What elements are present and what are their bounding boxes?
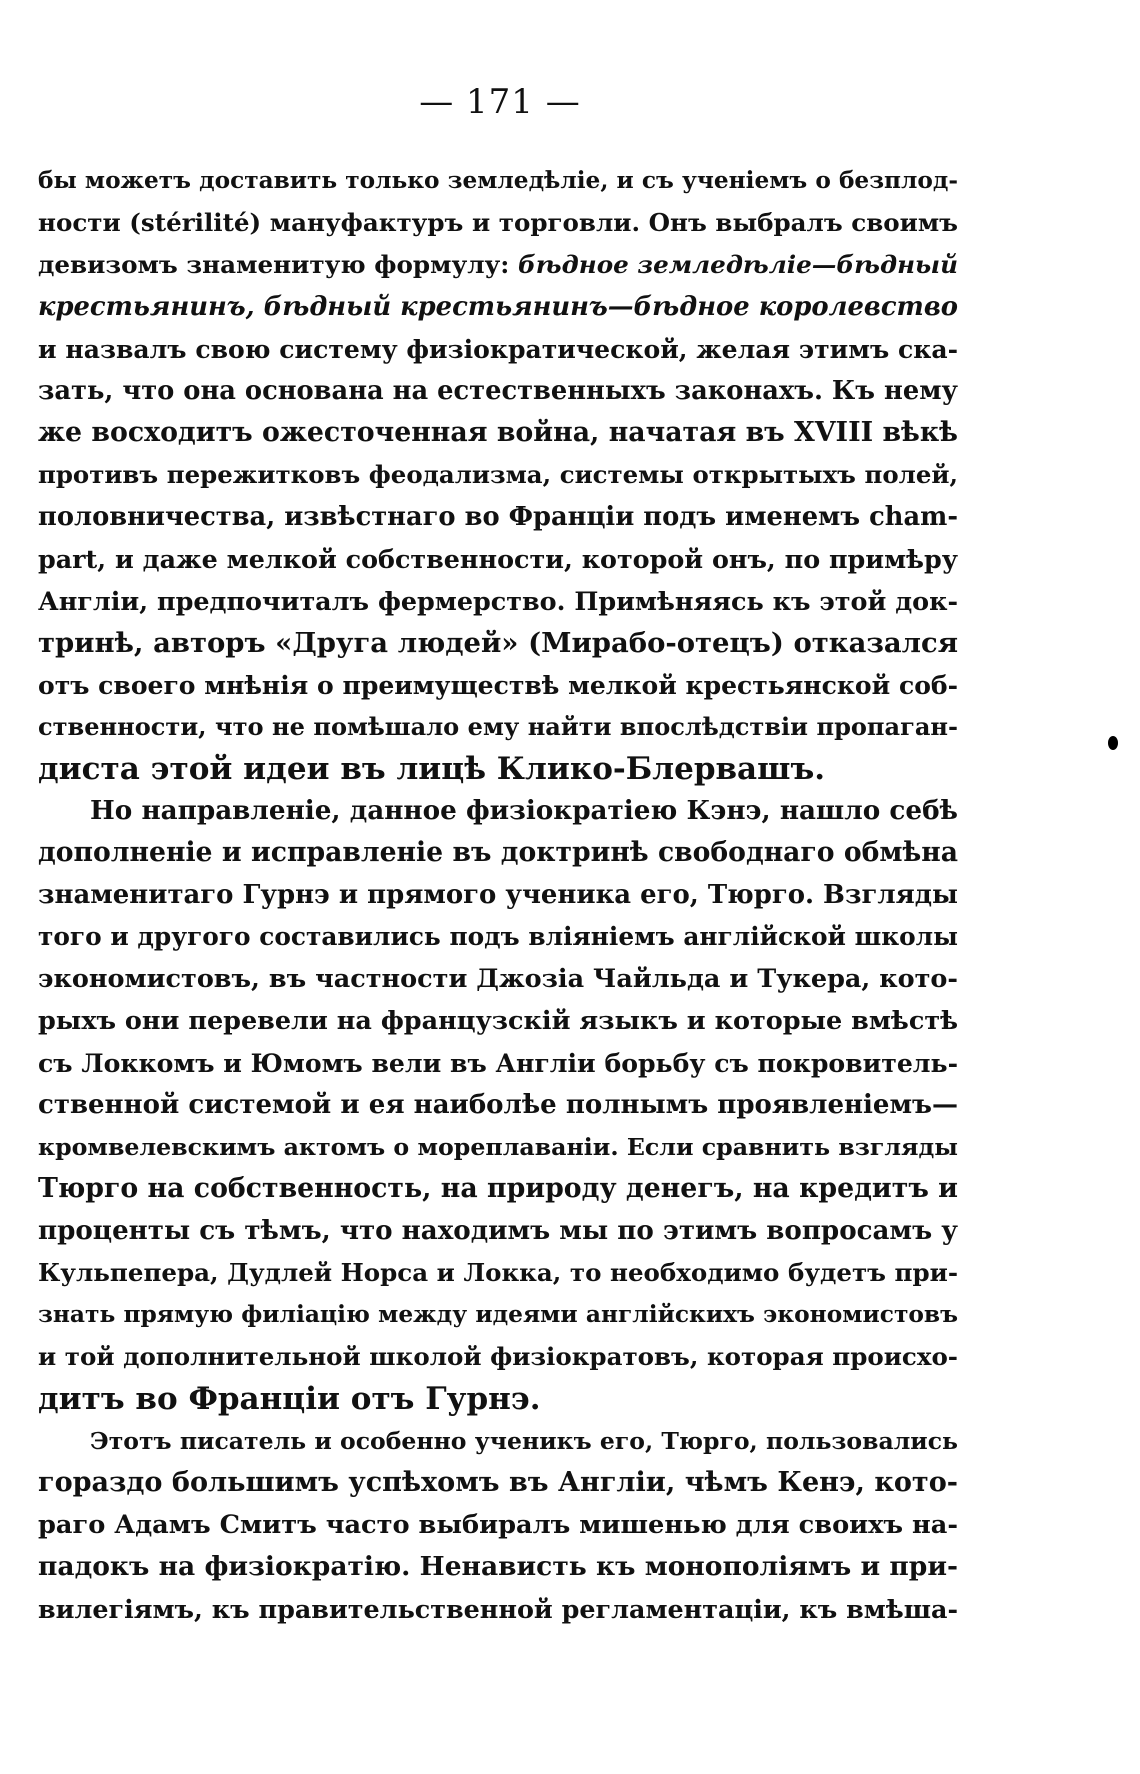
- text-line-content: тринѣ, авторъ «Друга людей» (Мирабо-отецъ) отказался: [38, 627, 958, 659]
- text-line-content: дитъ во Франціи отъ Гурнэ.: [38, 1381, 541, 1417]
- text-line: [38, 664, 958, 706]
- text-line: [38, 916, 958, 958]
- text-line-content: зать, что она основана на естественныхъ законахъ. Къ нему: [38, 376, 958, 406]
- text-line: [38, 580, 958, 622]
- text-line-content: гораздо большимъ успѣхомъ въ Англіи, чѣмъ Кенэ, кото-: [38, 1467, 958, 1498]
- text-line: [38, 1252, 958, 1294]
- text-line: [38, 1000, 958, 1042]
- text-line: [38, 1084, 958, 1126]
- text-line: [38, 748, 958, 790]
- text-line-content: половничества, извѣстнаго во Франціи подъ именемъ cham-: [38, 502, 958, 532]
- text-line: [38, 874, 958, 916]
- text-line-content: рыхъ они перевели на французскій языкъ и которые вмѣстѣ: [38, 1006, 958, 1036]
- text-line: [38, 202, 958, 244]
- margin-speck: [1108, 736, 1118, 750]
- text-line-content: проценты съ тѣмъ, что находимъ мы по этимъ вопросамъ у: [38, 1215, 958, 1246]
- text-line-content: противъ пережитковъ феодализма, системы открытыхъ полей,: [38, 460, 958, 489]
- text-line-content: и назвалъ свою систему физіократической, желая этимъ ска-: [38, 334, 958, 364]
- text-line: [38, 1336, 958, 1378]
- text-line-content: Этотъ писатель и особенно ученикъ его, Тюрго, пользовались: [90, 1427, 958, 1455]
- text-line-content: девизомъ знаменитую формулу:: [38, 250, 519, 279]
- text-line-content: знаменитаго Гурнэ и прямого ученика его, Тюрго. Взгляды: [38, 880, 958, 910]
- text-line: [38, 538, 958, 580]
- text-line: [38, 1462, 958, 1504]
- text-line-content: вилегіямъ, къ правительственной регламентаціи, къ вмѣша-: [38, 1594, 958, 1624]
- text-line-content: раго Адамъ Смитъ часто выбиралъ мишенью для своихъ на-: [38, 1510, 958, 1540]
- text-line: [38, 1042, 958, 1084]
- text-line-content: ственной системой и ея наиболѣе полнымъ проявленіемъ—: [38, 1090, 958, 1120]
- text-line-content: же восходитъ ожесточенная война, начатая въ XVIII вѣкѣ: [38, 417, 958, 448]
- text-line-content: экономистовъ, въ частности Джозіа Чайльда и Тукера, кото-: [38, 964, 958, 994]
- text-line-content: ственности, что не помѣшало ему найти впослѣдствіи пропаган-: [38, 712, 958, 741]
- text-line-content: ности (stérilité) мануфактуръ и торговли. Онъ выбралъ своимъ: [38, 208, 958, 237]
- text-line-content: отъ своего мнѣнія о преимуществѣ мелкой крестьянской соб-: [38, 670, 958, 700]
- text-line-content: съ Локкомъ и Юмомъ вели въ Англіи борьбу съ покровитель-: [38, 1048, 958, 1078]
- body-text: [38, 160, 958, 1630]
- text-line: [38, 1378, 958, 1420]
- text-line: [38, 286, 958, 328]
- text-line-content: диста этой идеи въ лицѣ Клико-Блервашъ.: [38, 751, 826, 787]
- text-line: [38, 1504, 958, 1546]
- text-line: [38, 1168, 958, 1210]
- text-line: [38, 496, 958, 538]
- text-line: [38, 1588, 958, 1630]
- text-line-content: Тюрго на собственность, на природу денегъ, на кредитъ и: [38, 1173, 958, 1204]
- text-line: [38, 622, 958, 664]
- text-line: [38, 328, 958, 370]
- text-line: [38, 1420, 958, 1462]
- text-line: [38, 706, 958, 748]
- text-line: [38, 1126, 958, 1168]
- text-line: [38, 454, 958, 496]
- text-line: [38, 1210, 958, 1252]
- text-line-content: того и другого составились подъ вліяніемъ англійской школы: [38, 922, 958, 951]
- text-line: [38, 958, 958, 1000]
- text-line: [38, 160, 958, 202]
- text-line-content: Кульпепера, Дудлей Норса и Локка, то необходимо будетъ при-: [38, 1258, 958, 1287]
- text-line-content: и той дополнительной школой физіократовъ, которая происхо-: [38, 1342, 958, 1371]
- page-number: — 171 —: [419, 82, 581, 122]
- text-line-content: знать прямую филіацію между идеями англійскихъ экономистовъ: [38, 1301, 958, 1328]
- text-line: [38, 1294, 958, 1336]
- text-line-content: кромвелевскимъ актомъ о мореплаваніи. Если сравнить взгляды: [38, 1133, 958, 1161]
- text-line-content: Но направленіе, данное физіократіею Кэнэ, нашло себѣ: [90, 795, 958, 826]
- text-line-content: дополненіе и исправленіе въ доктринѣ свободнаго обмѣна: [38, 837, 958, 868]
- text-line: [38, 412, 958, 454]
- text-line: [38, 244, 958, 286]
- text-line-content: бы можетъ доставить только земледѣліе, и съ ученіемъ о безплод-: [38, 167, 958, 194]
- text-line-content: Англіи, предпочиталъ фермерство. Примѣняясь къ этой док-: [38, 586, 958, 616]
- italic-phrase: бѣдное земледѣліе—бѣдный: [518, 250, 958, 279]
- text-line: [38, 832, 958, 874]
- italic-phrase: крестьянинъ, бѣдный крестьянинъ—бѣдное королевство: [38, 292, 958, 322]
- text-line: [38, 790, 958, 832]
- text-line-content: падокъ на физіократію. Ненависть къ монополіямъ и при-: [38, 1551, 958, 1582]
- text-line: [38, 370, 958, 412]
- text-line-content: part, и даже мелкой собственности, которой онъ, по примѣру: [38, 544, 958, 574]
- text-line: [38, 1546, 958, 1588]
